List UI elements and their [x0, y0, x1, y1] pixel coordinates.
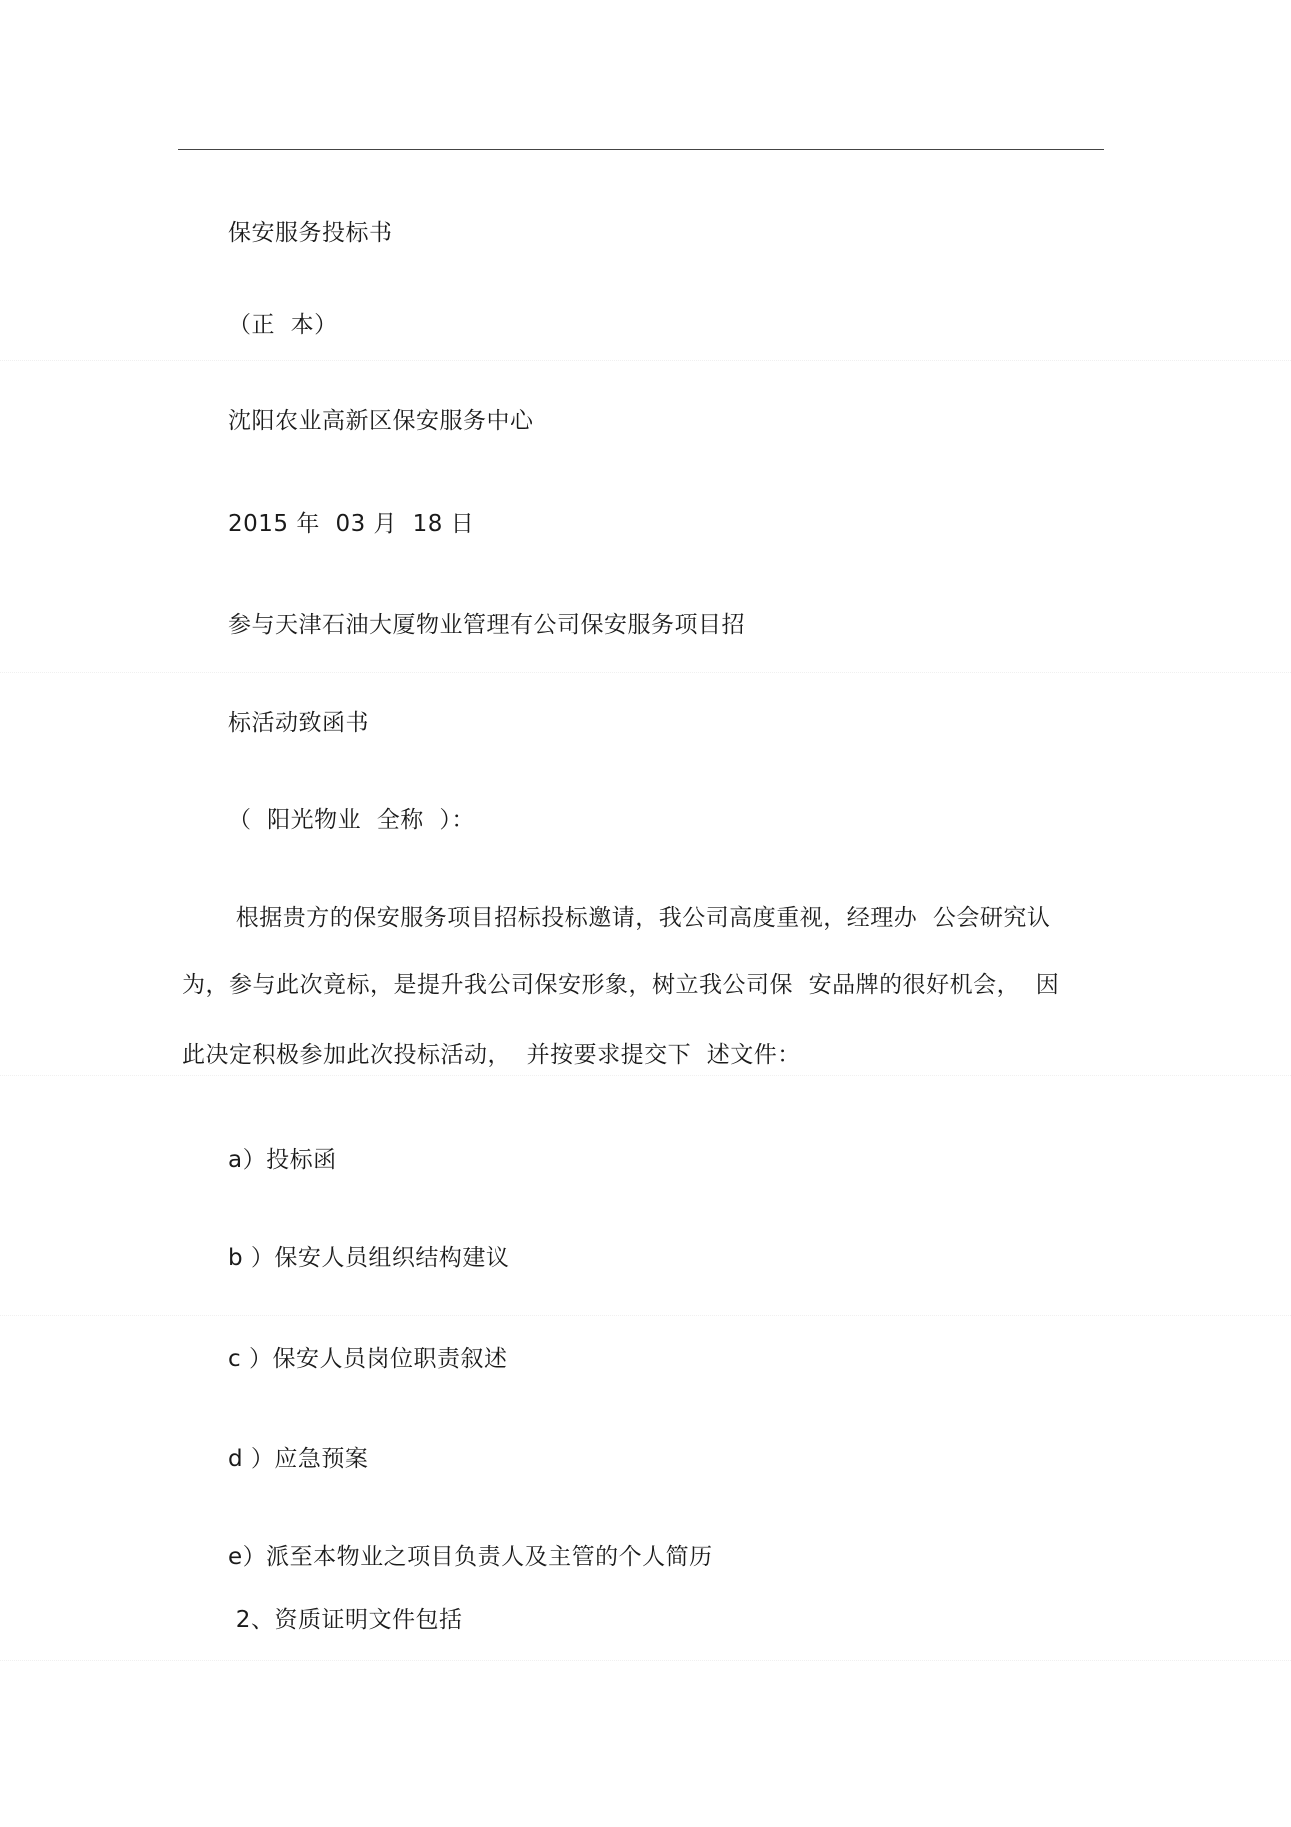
- body-paragraph-line-2: 为，参与此次竟标，是提升我公司保安形象，树立我公司保 安品牌的很好机会， 因: [182, 972, 1060, 998]
- edition-label: （正 本）: [228, 312, 338, 338]
- company-name: 沈阳农业高新区保安服务中心: [228, 408, 534, 434]
- body-paragraph-line-1: 根据贵方的保安服务项目招标投标邀请，我公司高度重视，经理办 公会研究认: [228, 905, 1051, 931]
- list-item-c: c ）保安人员岗位职责叙述: [228, 1346, 508, 1372]
- letter-heading-line-2: 标活动致函书: [228, 710, 369, 736]
- scan-artifact-line: [0, 1660, 1291, 1661]
- body-paragraph-line-3: 此决定积极参加此次投标活动， 并按要求提交下 述文件：: [182, 1042, 801, 1068]
- section-2-heading: 2、资质证明文件包括: [228, 1607, 463, 1633]
- scan-artifact-line: [0, 360, 1291, 361]
- list-item-e: e）派至本物业之项目负责人及主管的个人简历: [228, 1544, 713, 1570]
- document-title: 保安服务投标书: [228, 220, 393, 246]
- scan-artifact-line: [0, 1075, 1291, 1076]
- list-item-d: d ）应急预案: [228, 1446, 369, 1472]
- scan-artifact-line: [0, 1315, 1291, 1316]
- header-rule: [178, 149, 1104, 150]
- list-item-b: b ）保安人员组织结构建议: [228, 1245, 510, 1271]
- recipient-line: （ 阳光物业 全称 ）：: [228, 807, 475, 833]
- letter-heading-line-1: 参与天津石油大厦物业管理有公司保安服务项目招: [228, 612, 745, 638]
- scan-artifact-line: [0, 672, 1291, 673]
- document-date: 2015 年 03 月 18 日: [228, 511, 475, 537]
- list-item-a: a）投标函: [228, 1147, 337, 1173]
